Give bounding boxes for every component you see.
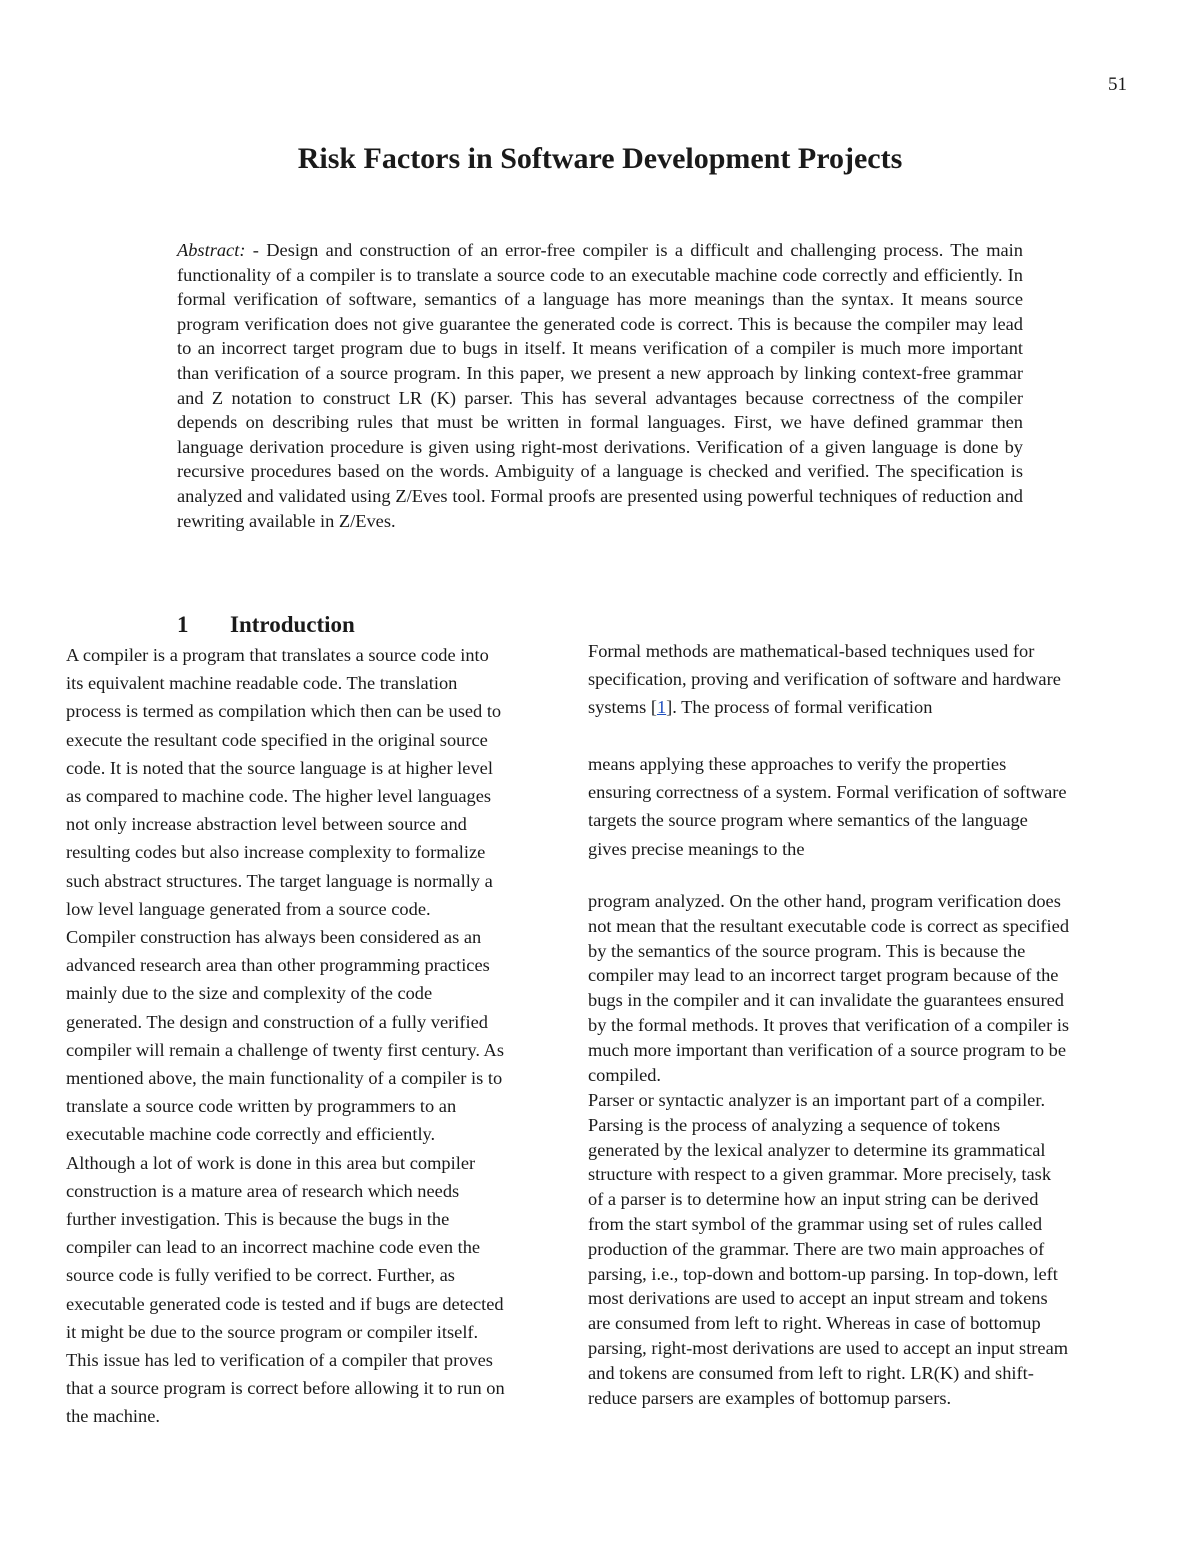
text-line: compiler may lead to an incorrect target program because of the [588,965,1059,986]
abstract-text: - Design and construction of an error-free compiler is a difficult and challenging process. The main functionality of a compiler is to translate a source code to an executable machine code correctly and efficiently. In formal verification of software, semantics of a language has more meanings than the syntax. It means source program verification does not give guarantee the generated code is correct. This is because the compiler may lead to an incorrect target program due to bugs in itself. It means verification of a compiler is much more important than verification of a source program. In this paper, we present a new approach by linking context-free grammar and Z notation to construct LR (K) parser. This has several advantages because correctness of the compiler depends on describing rules that must be written in formal languages. First, we have defined grammar then language derivation procedure is given using right-most derivations. Verification of a given language is done by recursive procedures based on the words. Ambiguity of a language is checked and verified. The specification is analyzed and validated using Z/Eves tool. Formal proofs are presented using powerful techniques of reduction and rewriting available in Z/Eves. [177,240,1023,531]
text-line: by the semantics of the source program. This is because the [588,940,1026,961]
text-line: parsing, i.e., top-down and bottom-up parsing. In top-down, left [588,1263,1058,1284]
text-line: compiler will remain a challenge of twenty first century. As [66,1039,504,1060]
text-line: specification, proving and verification of software and hardware [588,669,1061,690]
text-line: such abstract structures. The target language is normally a [66,870,493,891]
text-line: executable generated code is tested and if bugs are detected [66,1293,504,1314]
text-line: not mean that the resultant executable code is correct as specified [588,915,1070,936]
text-line: process is termed as compilation which then can be used to [66,701,502,722]
right-paragraph-verification [588,750,1158,863]
text-line: Although a lot of work is done in this area but compiler [66,1152,476,1173]
text-line: Compiler construction has always been considered as an [66,927,482,948]
text-line: much more important than verification of a source program to be [588,1039,1066,1060]
right-paragraph-program-analyzed [588,889,1158,1087]
text-line: gives precise meanings to the [588,838,805,859]
text-line: targets the source program where semantics of the language [588,810,1028,831]
text-line: executable machine code correctly and efficiently. [66,1124,436,1145]
text-line: A compiler is a program that translates a source code into [66,645,489,665]
text-line: production of the grammar. There are two main approaches of [588,1238,1045,1259]
abstract [177,238,1023,533]
text-line: as compared to machine code. The higher level languages [66,786,492,807]
right-paragraph-formal-methods [588,637,1158,722]
text-line: and tokens are consumed from left to right. LR(K) and shift- [588,1362,1034,1383]
text-line: Parser or syntactic analyzer is an important part of a compiler. [588,1090,1046,1110]
abstract-label: Abstract: [177,240,246,260]
text-line: code. It is noted that the source language is at higher level [66,757,493,778]
text-line: execute the resultant code specified in the original source [66,729,488,750]
text-fragment: ]. The process of formal verification [666,697,933,718]
text-line: reduce parsers are examples of bottomup parsers. [588,1387,952,1408]
text-line: of a parser is to determine how an input string can be derived [588,1189,1039,1210]
text-line: resulting codes but also increase complexity to formalize [66,842,486,863]
text-line: compiler can lead to an incorrect machine code even the [66,1237,481,1258]
text-line: it might be due to the source program or compiler itself. [66,1321,479,1342]
text-line: most derivations are used to accept an input stream and tokens [588,1288,1048,1309]
text-line: translate a source code written by programmers to an [66,1096,457,1117]
text-line: parsing, right-most derivations are used to accept an input stream [588,1337,1069,1358]
text-line: ensuring correctness of a system. Formal verification of software [588,782,1067,803]
text-line: from the start symbol of the grammar using set of rules called [588,1213,1043,1234]
text-line: Formal methods are mathematical-based techniques used for [588,641,1035,661]
text-fragment: systems [ [588,697,657,718]
right-paragraph-parser [588,1088,1158,1410]
text-line: generated by the lexical analyzer to determine its grammatical [588,1139,1046,1160]
text-line: not only increase abstraction level between source and [66,814,467,835]
text-line [588,693,1158,721]
section-heading [177,611,355,639]
text-line: are consumed from left to right. Whereas in case of bottomup [588,1313,1041,1334]
text-line: its equivalent machine readable code. The translation [66,673,458,694]
text-line: program analyzed. On the other hand, program verification does [588,891,1061,911]
text-line: compiled. [588,1064,662,1085]
text-line: by the formal methods. It proves that verification of a compiler is [588,1014,1070,1035]
text-line: further investigation. This is because the bugs in the [66,1209,450,1230]
text-line: construction is a mature area of research which needs [66,1180,460,1201]
text-line: the machine. [66,1406,160,1427]
citation-link[interactable]: 1 [656,697,667,718]
text-line: low level language generated from a source code. [66,898,431,919]
section-title: Introduction [230,612,355,637]
text-line: structure with respect to a given grammar. More precisely, task [588,1164,1052,1185]
text-line: generated. The design and construction of a fully verified [66,1011,488,1032]
text-line: mentioned above, the main functionality of a compiler is to [66,1068,503,1089]
text-line: source code is fully verified to be correct. Further, as [66,1265,455,1286]
text-line: that a source program is correct before allowing it to run on [66,1378,505,1399]
left-column [66,641,586,1431]
text-line: mainly due to the size and complexity of the code [66,983,433,1004]
section-number: 1 [177,612,189,637]
text-line: This issue has led to verification of a compiler that proves [66,1350,493,1371]
text-line: advanced research area than other programming practices [66,955,490,976]
text-line: means applying these approaches to verify the properties [588,754,1007,774]
text-line: Parsing is the process of analyzing a sequence of tokens [588,1114,1001,1135]
page-number: 51 [1108,74,1127,95]
paper-title: Risk Factors in Software Development Projects [297,142,903,175]
text-line: bugs in the compiler and it can invalidate the guarantees ensured [588,990,1064,1011]
